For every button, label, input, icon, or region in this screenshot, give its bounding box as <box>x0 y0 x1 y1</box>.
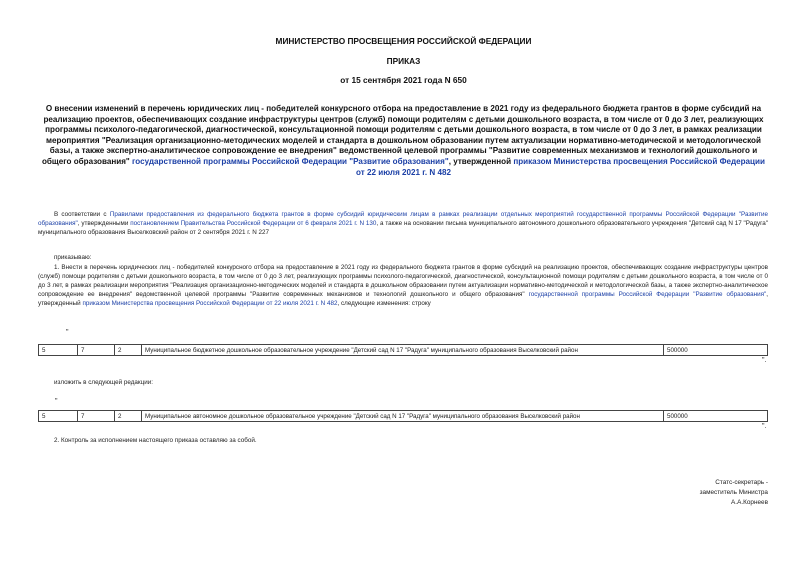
old-row-table <box>38 344 768 356</box>
item-1-text-3: , следующие изменения: строку <box>337 300 431 308</box>
title-link-program[interactable]: государственной программы Российской Федерации "Развитие образования" <box>132 156 449 166</box>
preamble-text-2: , утвержденными <box>77 220 129 228</box>
signature-title: Статс-секретарь - <box>715 479 768 486</box>
rules-link[interactable]: Правилами предоставления из федерального бюджета грантов в форме субсидий юридическим лицам в рамках реализации отдельных мероприятий государственной программы Российской Федерации "Развитие образования" <box>38 211 769 228</box>
item-1-order-link[interactable]: приказом Министерства просвещения Российской Федерации от 22 июля 2021 г. N 482 <box>82 300 338 308</box>
preamble-text: В соответствии с <box>54 211 107 218</box>
table-cell: 5 <box>39 345 78 356</box>
table-cell: 500000 <box>664 345 768 356</box>
item-1-text-2: , утвержденный <box>38 291 769 308</box>
item-1-paragraph <box>38 263 768 308</box>
item-1-text: 1. Внести в перечень юридических лиц - победителей конкурсного отбора на предоставление в 2021 году из федерального бюджета грантов в форме субсидий на реализацию проектов, обеспечивающих создание инфраструктуры центров (служб) помощи родителям с детьми дошкольного возраста, в том числе от 0 до 3 лет, реализующих программы психолого-педагогической, диагностической, консультационной помощи родителям с детьми дошкольного возраста, в том числе от 0 до 3 лет, в рамках реализации мероприятия "Реализация организационно-методических моделей и стандарта в дошкольном образовании путем актуализации нормативно-методической и методологической базы, а также экспертно-аналитическое сопровождение ее внедрения" ведомственной целевой программы "Развитие современных механизмов и технологий дошкольного и общего образования" <box>38 264 768 299</box>
document-title <box>38 104 769 178</box>
title-link-order[interactable]: приказом Министерства просвещения Российской Федерации от 22 июля 2021 г. N 482 <box>356 156 765 177</box>
signature-block <box>650 478 768 508</box>
table-row <box>39 345 768 356</box>
table-cell: 7 <box>78 411 115 422</box>
new-row-table <box>38 410 768 422</box>
table-cell: 2 <box>115 345 142 356</box>
title-text: О внесении изменений в перечень юридических лиц - победителей конкурсного отбора на предоставление в 2021 году из федерального бюджета грантов в форме субсидий на реализацию проектов, обеспечивающих создание инфраструктуры центров (служб) помощи родителям с детьми дошкольного возраста, в том числе от 0 до 3 лет, реализующих программы психолого-педагогической, диагностической, консультационной помощи родителям с детьми дошкольного возраста, в том числе от 0 до 3 лет, в рамках реализации мероприятия "Реализация организационно-методических моделей и стандарта в дошкольном образовании путем актуализации нормативно-методической и методологической базы, а также экспертно-аналитическое сопровождение ее внедрения" ведомственной целевой программы "Развитие современных механизмов и технологий дошкольного и общего образования" <box>41 104 764 166</box>
close-quote: ". <box>762 423 767 430</box>
preamble-text-3: , а также на основании письма муниципального автономного дошкольного образовательного учреждения "Детский сад N 17 "Радуга" муниципального образования Выселковский район от 2 сентября 2021 г. N 227 <box>38 220 769 237</box>
title-text-2: , утвержденной <box>448 156 512 166</box>
open-quote: " <box>66 329 69 336</box>
table-cell: Муниципальное автономное дошкольное образовательное учреждение "Детский сад N 17 "Радуга" муниципального образования Выселковский район <box>142 411 664 422</box>
table-cell: 2 <box>115 411 142 422</box>
table-cell: 5 <box>39 411 78 422</box>
date-number: от 15 сентября 2021 года N 650 <box>340 75 467 85</box>
government-decree-link[interactable]: постановлением Правительства Российской Федерации от 6 февраля 2021 г. N 130 <box>130 220 377 228</box>
restate-text: изложить в следующей редакции: <box>54 379 154 386</box>
order-word: приказываю: <box>54 254 92 261</box>
table-cell: 7 <box>78 345 115 356</box>
open-quote: " <box>55 398 58 405</box>
signature-name: А.А.Корнеев <box>731 499 768 506</box>
table-cell: 500000 <box>664 411 768 422</box>
close-quote: ". <box>762 357 767 364</box>
table-cell: Муниципальное бюджетное дошкольное образовательное учреждение "Детский сад N 17 "Радуга" муниципального образования Выселковский район <box>142 345 664 356</box>
item-1-program-link[interactable]: государственной программы Российской Федерации "Развитие образования" <box>528 291 767 299</box>
signature-position: заместитель Министра <box>699 489 768 496</box>
table-row <box>39 411 768 422</box>
item-2-paragraph: 2. Контроль за исполнением настоящего приказа оставляю за собой. <box>54 437 257 444</box>
ministry-heading: МИНИСТЕРСТВО ПРОСВЕЩЕНИЯ РОССИЙСКОЙ ФЕДЕРАЦИИ <box>275 36 532 46</box>
preamble-paragraph <box>38 210 768 237</box>
doc-type-heading: ПРИКАЗ <box>386 56 421 66</box>
